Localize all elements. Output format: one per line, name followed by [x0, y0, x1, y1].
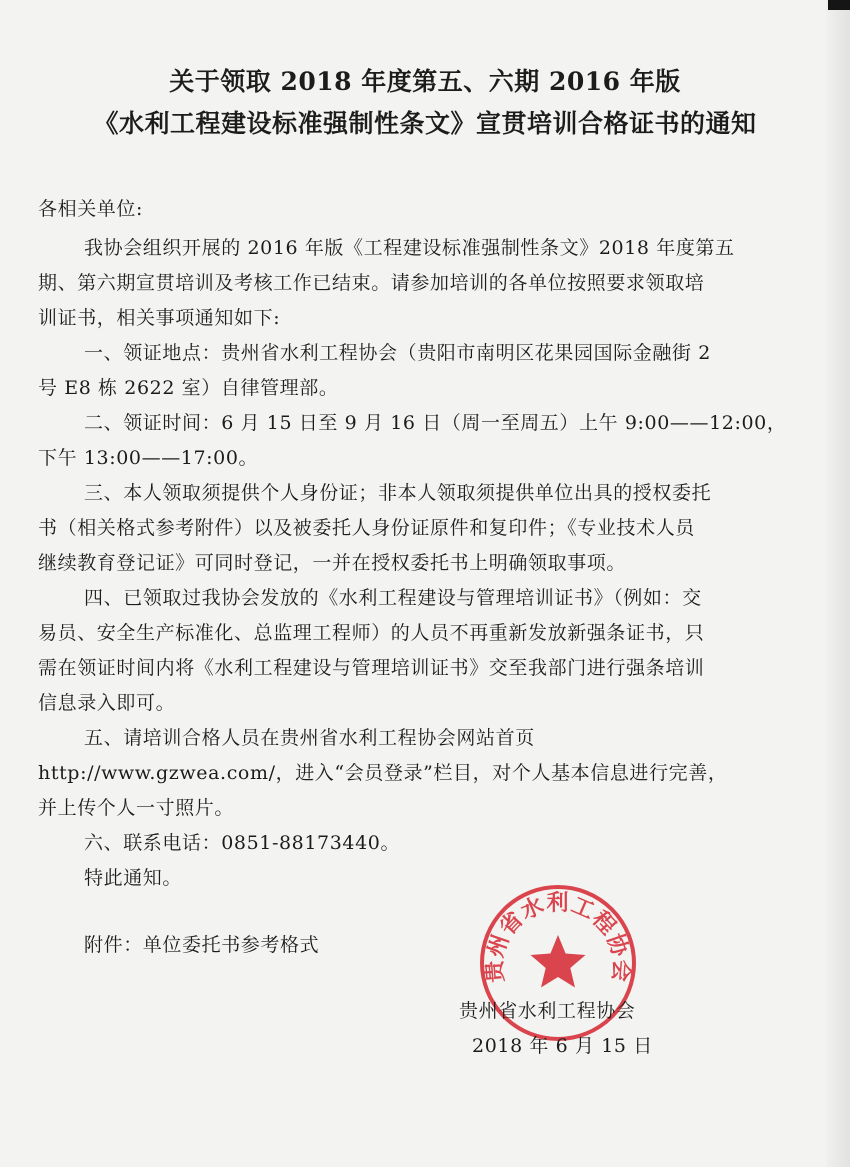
body-line: 号 E8 栋 2622 室）自律管理部。 — [38, 377, 339, 399]
body-line: 期、第六期宣贯培训及考核工作已结束。请参加培训的各单位按照要求领取培 — [38, 272, 705, 294]
signature-date: 2018 年 6 月 15 日 — [472, 1035, 653, 1057]
body-line: 继续教育登记证》可同时登记，一并在授权委托书上明确领取事项。 — [38, 552, 627, 574]
body-line: 五、请培训合格人员在贵州省水利工程协会网站首页 — [84, 727, 535, 749]
scan-edge-shadow — [826, 0, 850, 1167]
body-line-phone: 六、联系电话：0851-88173440。 — [84, 832, 401, 854]
body-line: 书（相关格式参考附件）以及被委托人身份证原件和复印件；《专业技术人员 — [38, 517, 695, 539]
body-line: 信息录入即可。 — [38, 692, 176, 714]
body-line: 下午 13:00——17:00。 — [38, 447, 259, 469]
body-line: 训证书，相关事项通知如下: — [38, 307, 281, 329]
seal-text: 贵州省水利工程协会 — [481, 890, 635, 984]
attachment-note: 附件：单位委托书参考格式 — [84, 934, 320, 956]
salutation: 各相关单位: — [38, 198, 144, 220]
signature-org: 贵州省水利工程协会 — [459, 1000, 636, 1022]
body-line: 我协会组织开展的 2016 年版《工程建设标准强制性条文》2018 年度第五 — [84, 237, 735, 259]
notice-title-line-1: 关于领取 2018 年度第五、六期 2016 年版 — [169, 67, 681, 96]
body-line: 一、领证地点：贵州省水利工程协会（贵阳市南明区花果园国际金融街 2 — [84, 342, 711, 364]
body-line: 需在领证时间内将《水利工程建设与管理培训证书》交至我部门进行强条培训 — [38, 657, 705, 679]
body-line: 易员、安全生产标准化、总监理工程师）的人员不再重新发放新强条证书，只 — [38, 622, 705, 644]
body-line-closing: 特此通知。 — [84, 867, 183, 889]
body-line: 三、本人领取须提供个人身份证；非本人领取须提供单位出具的授权委托 — [84, 482, 712, 504]
body-line-website: http://www.gzwea.com/，进入“会员登录”栏目，对个人基本信息进行完善， — [38, 762, 728, 784]
seal-star-icon — [531, 935, 586, 988]
body-line: 二、领证时间：6 月 15 日至 9 月 16 日（周一至周五）上午 9:00——12:00， — [84, 412, 787, 434]
scan-corner-mark — [828, 0, 850, 10]
body-line: 四、已领取过我协会发放的《水利工程建设与管理培训证书》（例如：交 — [84, 587, 702, 609]
body-line: 并上传个人一寸照片。 — [38, 797, 235, 819]
notice-title-line-2: 《水利工程建设标准强制性条文》宣贯培训合格证书的通知 — [93, 109, 757, 138]
